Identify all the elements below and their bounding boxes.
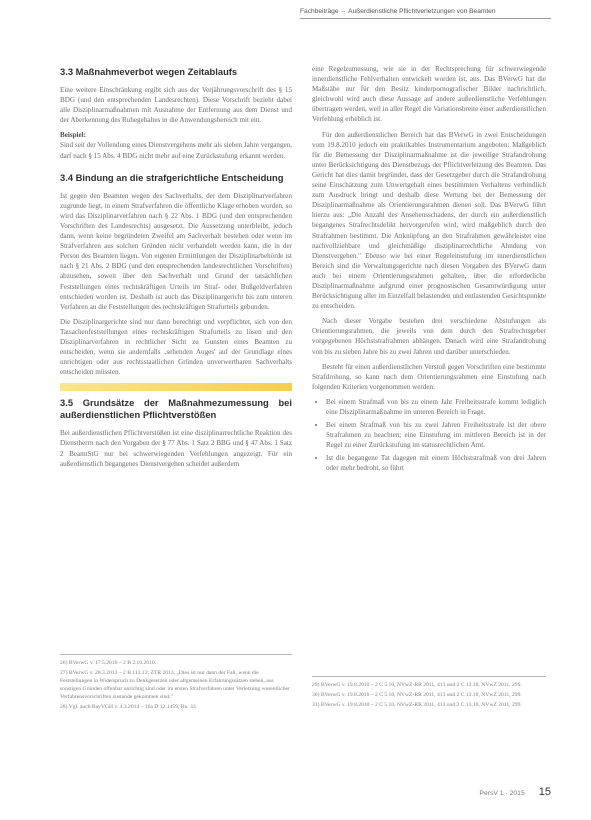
footnote: 26) BVerwG v. 17.5.2010 – 2 B 2.10.2010. bbox=[60, 660, 157, 666]
header-title: Außerdienstliche Pflichtverletzungen von Beamten bbox=[348, 8, 496, 15]
criteria-item: • Ist die begangene Tat dagegen mit einem Höchststrafmaß von drei Jahren oder mehr bedroht, so führt bbox=[326, 453, 546, 473]
example-label: Beispiel: bbox=[60, 131, 87, 140]
footnotes-left bbox=[60, 654, 292, 713]
right-paragraph-2: Für den außerdienstlichen Bereich hat das BVerwG in zwei Entscheidungen vom 19.8.2010 jedoch ein praktikables Instrumentarium angeboten: Maßgeblich für die Bemessung der Disziplinarmaßnahme ist die jeweilige Strafandrohung unter Berücksichtigung des Dienstbezugs der Pflichtverletzung des Beamten. Das Gericht hat dies damit begründet, dass der Gesetzgeber durch die Strafandrohung seine Einschätzung zum Unwertgehalt eines bestimmten Verhaltens verbindlich zum Ausdruck bringt und deshalb diese Wertung bei der Bemessung der Disziplinarmaßnahme als Orientierungsrahmen dienen soll. Das BVerwG führt hierzu aus: „Die Anzahl des Ansehensschadens, der durch ein außerdienstlich begangenes Strafrechtsdelikt hervorgerufen wird, wird maßgeblich durch den Strafrahmen bestimmt. Die Anknüpfung an den Strafrahmen gewährleistet eine nachvollziehbare und gleichmäßige disziplinarrechtliche Ahndung von Dienstvergehen." Ebenso wie bei einer Regeleinstufung im innerdienstlichen Bereich sind die Verwaltungsgerichte nach diesen Vorgaben des BVerwG dann auch bei einem Orientierungsrahmen gehalten, über die erforderliche Disziplinarmaßnahme aufgrund einer prognostischen Gesamtwürdigung unter Berücksichtigung aller im Einzelfall belastenden und entlastenden Gesichtspunkte zu entscheiden. bbox=[312, 130, 546, 311]
left-paragraph-3: Die Disziplinargerichte sind nur dann berechtigt und verpflichtet, sich von den Tatsachenfeststellungen eines rechtskräftigen Strafurteils zu lösen und den Disziplinarverfahren in rechtlicher Sicht zu Gunsten eines Beamten zu entscheiden, wenn sie andernfalls ‚sehenden Auges' auf der Grundlage eines unrichtigen oder aus rechtsstaatlichen Gründen unverwertbaren Sachverhalts entscheiden müssten. bbox=[60, 317, 292, 377]
highlight-bar bbox=[60, 383, 292, 391]
footnotes-right bbox=[312, 676, 546, 711]
criteria-item: • Bei einem Strafmaß von bis zu zwei Jahren Freiheitsstrafe ist der obere Strafrahmen zu beachten; eine Einstufung im mittleren Bereich ist in der Regel zu einer Zurückstufung im statusrechtlichen Amt. bbox=[326, 420, 546, 450]
left-paragraph-4: Bei außerdienstlichen Pflichtverstößen ist eine disziplinarrechtliche Reaktion des Dienstherrn nach den Vorgaben der § 77 Abs. 1 Satz 2 BBG und § 47 Abs. 1 Satz 2 BeamtStG nur bei schwerwiegenden Verfehlungen angezeigt. Für ein außerdienstlich begangenes Dienstvergehen scheidet außerdem bbox=[60, 429, 292, 468]
footnote: 29) BVerwG v. 19.8.2010 – 2 C 5.10, NVwZ-RR 2011, 413 und 2 C 13.10, NVwZ 2011, 299. bbox=[312, 682, 522, 688]
right-paragraph-3: Nach dieser Vorgabe bestehen drei verschiedene Abstufungen als Orientierungsrahmen, die jeweils von dem durch den Strafrechtsgeber vorgegebenen Höchststrafrahmen abhängen. Danach wird eine Strafandrohung von bis zu sieben Jahre bis zu zwei Jahren und darüber unterschieden. bbox=[312, 317, 546, 356]
left-paragraph-2: Ist gegen den Beamten wegen des Sachverhalts, der dem Disziplinarverfahren zugrunde liegt, in einem Strafverfahren die öffentliche Klage erhoben worden, so wird das Disziplinarverfahren nach § 22 Abs. 1 BDG (und den entsprechenden Vorschriften des Landesrechts) ausgesetzt. Die Aussetzung unterbleibt, jedoch dann, wenn keine begründeten Zweifel am Sachverhalt bestehen oder wenn im Strafverfahren aus solchen Gründen nicht verhandelt werden kann, die in der Person des Beamten liegen. Von eigenen Ermittlungen der Disziplinarbehörde ist nach § 21 Abs. 2 BDG (und den entsprechenden landesrechtlichen Vorschriften) abzusehen, soweit über den Sachverhalt und Grund der tatsächlichen Feststellungen eines rechtskräftigen Urteils im Straf- oder Bußgeldverfahren entschieden worden ist. Deshalb ist auch das Disziplinargericht bis zum unteren Verfahren an die Feststellungen des rechtskräftigen Strafurteils gebunden. bbox=[60, 191, 292, 311]
section-3-4-heading: 3.4 Bindung an die strafgerichtliche Entscheidung bbox=[60, 171, 284, 183]
footnote: 27) BVerwG v. 28.3.2013 – 2 B 113.12; ZTR 2013, „Dies ist nur dann der Fall, wenn die Feststellungen in Widerspruch zu Denkgesetzen oder allgemeinen Erfahrungssätzen stehen, aus sonstigen Gründen offenbar unrichtig sind oder im ersten Strafverfahren unter Verletzung wesentlicher Verfahrensvorschriften zustande gekommen sind." bbox=[60, 670, 290, 700]
example-text: Sind seit der Vollendung eines Dienstvergehens mehr als sieben Jahre vergangen, darf nach § 15 Abs. 4 BDG nicht mehr auf eine Zurückstufung erkannt werden. bbox=[60, 141, 292, 160]
criteria-list bbox=[312, 397, 546, 474]
running-header bbox=[300, 8, 551, 19]
page-footer bbox=[479, 786, 551, 798]
footnote: 28) Vgl. auch BayVGH v. 4.3.2014 – 16a D 12.1459, Rn. 33. bbox=[60, 704, 198, 710]
criteria-item: • Bei einem Strafmaß von bis zu einem Jahr Freiheitsstrafe kommt lediglich eine Disziplinarmaßnahme im unteren Bereich in Frage. bbox=[326, 397, 546, 417]
footnote: 30) BVerwG v. 19.8.2010 – 2 C 5.10, NVwZ-RR 2011, 413 und 2 C 13.10, NVwZ 2011, 299. bbox=[312, 692, 522, 698]
section-3-3-heading: 3.3 Maßnahmeverbot wegen Zeitablaufs bbox=[60, 66, 238, 77]
footnote: 31) BVerwG v. 19.8.2010 – 2 C 5.10, NVwZ-RR 2011, 413 und 2 C 13.10, NVwZ 2011, 299. bbox=[312, 702, 522, 708]
right-paragraph-1: eine Regelzumessung, wie sie in der Rechtsprechung für schwerwiegende innerdienstliche Fehlverhalten entwickelt worden ist, aus. Das BVerwG hat die Maßstäbe nur für den Besitz kinderpornografischer Bilder nachrichtlich, gleichwohl wird auch diese Aussage auf andere außerdienstliche Verfehlungen übertragen werden, weil in aller Regel die Variationsbreite einer außerdienstlichen Verfehlung erheblich ist. bbox=[312, 65, 546, 124]
page-number: 15 bbox=[538, 786, 551, 798]
example-block bbox=[60, 130, 292, 160]
section-3-5-heading: 3.5 Grundsätze der Maßnahmezumessung bei außerdienstlichen Pflichtverstößen bbox=[60, 397, 292, 421]
left-paragraph-1: Eine weitere Einschränkung ergibt sich aus der Verjährungsvorschrift des § 15 BDG (und den entsprechenden Landesrechten). Diese Vorschrift bezieht dabei alle Disziplinarmaßnahmen mit Ausnahme der Entfernung aus dem Dienst und der Aberkennung des Ruhegehaltes in die Anwendungsbereich mit ein. bbox=[60, 86, 292, 125]
journal-issue: PersV 1 · 2015 bbox=[479, 790, 525, 797]
header-separator: – bbox=[341, 8, 346, 15]
header-category: Fachbeiträge bbox=[300, 8, 339, 15]
left-column bbox=[60, 62, 292, 474]
right-paragraph-4: Besteht für einen außerdienstlichen Verstoß gegen Vorschriften eine bestimmte Strafdrohung, so kann nach dem Orientierungsrahmen eine Einstufung nach folgenden Kriterien vorgenommen werden: bbox=[312, 362, 546, 391]
right-column bbox=[312, 64, 546, 478]
